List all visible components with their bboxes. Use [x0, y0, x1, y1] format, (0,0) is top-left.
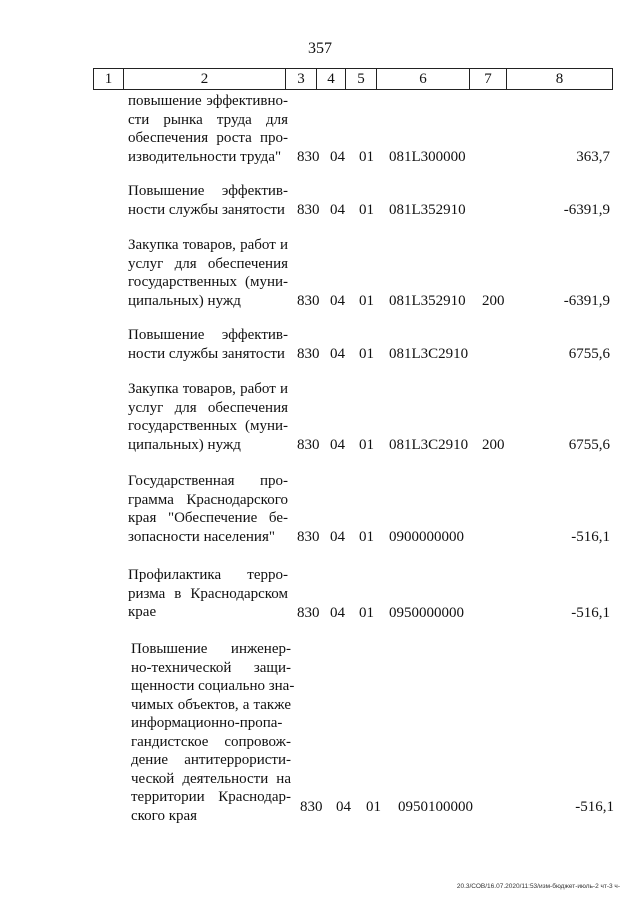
header-col-8: 8 [507, 69, 613, 90]
table-row [0, 92, 640, 166]
expense-type-code: 200 [482, 436, 505, 453]
description-line: территории Краснодар- [131, 789, 291, 805]
description-line: изводительности труда" [128, 148, 282, 165]
description-line: повышение эффективно- [128, 93, 288, 109]
expense-type-code: 200 [482, 292, 505, 309]
section-code: 04 [330, 436, 345, 453]
table-row [0, 566, 640, 622]
header-col-5: 5 [346, 69, 377, 90]
row-description [128, 236, 288, 310]
amount: 363,7 [576, 148, 610, 165]
section-code: 04 [330, 201, 345, 218]
table-row [0, 640, 640, 824]
description-line: государственных (муни- [128, 274, 288, 290]
header-col-4: 4 [317, 69, 346, 90]
admin-code: 830 [297, 148, 320, 165]
description-line: грамма Краснодарского [128, 491, 288, 508]
header-col-6: 6 [377, 69, 470, 90]
admin-code: 830 [297, 345, 320, 362]
subsection-code: 01 [359, 201, 374, 218]
subsection-code: 01 [359, 345, 374, 362]
amount: 6755,6 [568, 436, 610, 453]
description-line: но-технической защи- [131, 659, 291, 676]
description-line: обеспечения роста про- [128, 130, 288, 146]
section-code: 04 [330, 604, 345, 621]
admin-code: 830 [297, 201, 320, 218]
description-line: ческой деятельности на [131, 770, 291, 787]
description-line: услуг для обеспечения [128, 399, 288, 416]
subsection-code: 01 [359, 604, 374, 621]
amount: -6391,9 [563, 292, 610, 309]
description-line: Профилактика терро- [128, 567, 288, 583]
subsection-code: 01 [366, 798, 381, 815]
description-line: Повышение эффектив- [128, 327, 288, 343]
description-line: щенности социально зна- [131, 678, 295, 694]
description-line: ципальных) нужд [128, 436, 241, 453]
table-row [0, 182, 640, 219]
row-description [128, 326, 288, 363]
header-col-2: 2 [124, 69, 286, 90]
description-line: услуг для обеспечения [128, 255, 288, 272]
description-line: сти рынка труда для [128, 111, 288, 128]
target-article-code: 0900000000 [389, 528, 464, 545]
header-col-3: 3 [286, 69, 317, 90]
table-row [0, 472, 640, 546]
description-line: Закупка товаров, работ и [128, 381, 288, 397]
header-col-1: 1 [94, 69, 124, 90]
amount: 6755,6 [568, 345, 610, 362]
admin-code: 830 [300, 798, 323, 815]
subsection-code: 01 [359, 436, 374, 453]
subsection-code: 01 [359, 148, 374, 165]
target-article-code: 081L300000 [389, 148, 466, 165]
admin-code: 830 [297, 292, 320, 309]
description-line: дение антитеррористи- [131, 752, 291, 768]
row-description [128, 182, 288, 219]
target-article-code: 081L352910 [389, 201, 466, 218]
amount: -516,1 [571, 528, 610, 545]
amount: -6391,9 [563, 201, 610, 218]
target-article-code: 0950000000 [389, 604, 464, 621]
table-row [0, 236, 640, 310]
amount: -516,1 [575, 798, 614, 815]
description-line: Закупка товаров, работ и [128, 237, 288, 253]
description-line: края "Обеспечение бе- [128, 510, 288, 526]
amount: -516,1 [571, 604, 610, 621]
row-description [128, 380, 288, 454]
section-code: 04 [330, 292, 345, 309]
description-line: ризма в Краснодарском [128, 585, 288, 602]
target-article-code: 081L3C2910 [389, 436, 469, 453]
document-footer: 20.3/СОВ/16.07.2020/11:53/изм-бюджет-июль-2 чт-3 ч- [456, 883, 620, 890]
description-line: крае [128, 604, 157, 620]
section-code: 04 [336, 798, 351, 815]
description-line: Государственная про- [128, 473, 288, 489]
section-code: 04 [330, 528, 345, 545]
target-article-code: 0950100000 [398, 798, 473, 815]
header-col-7: 7 [470, 69, 507, 90]
target-article-code: 081L352910 [389, 292, 466, 309]
description-line: гандистское сопровож- [131, 733, 291, 750]
admin-code: 830 [297, 604, 320, 621]
description-line: зопасности населения" [128, 528, 275, 545]
admin-code: 830 [297, 436, 320, 453]
table-row [0, 326, 640, 363]
row-description [128, 92, 288, 166]
header-row [94, 69, 613, 90]
page-number: 357 [308, 40, 332, 57]
description-line: ности службы занятости [128, 345, 285, 362]
description-line: ности службы занятости [128, 201, 285, 218]
description-line: Повышение инженер- [131, 641, 291, 657]
target-article-code: 081L3C2910 [389, 345, 469, 362]
subsection-code: 01 [359, 528, 374, 545]
admin-code: 830 [297, 528, 320, 545]
subsection-code: 01 [359, 292, 374, 309]
description-line: чимых объектов, а также [131, 696, 291, 713]
description-line: ципальных) нужд [128, 292, 241, 309]
row-description [128, 472, 288, 546]
description-line: государственных (муни- [128, 418, 288, 434]
description-line: информационно-пропа- [131, 715, 283, 731]
column-header-table [93, 68, 613, 90]
description-line: Повышение эффектив- [128, 183, 288, 199]
description-line: ского края [131, 807, 198, 824]
row-description [128, 566, 288, 622]
section-code: 04 [330, 148, 345, 165]
table-row [0, 380, 640, 454]
row-description [131, 640, 295, 825]
section-code: 04 [330, 345, 345, 362]
